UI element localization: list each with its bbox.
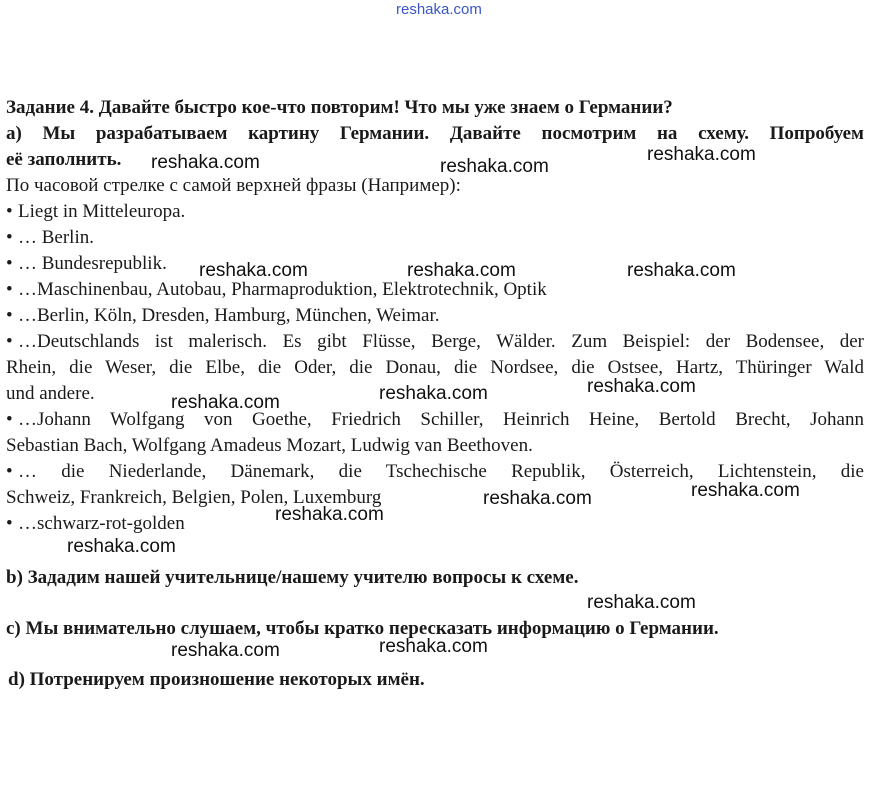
list-item: • …Berlin, Köln, Dresden, Hamburg, München, Weimar. [6,305,440,326]
watermark-text: reshaka.com [440,156,549,177]
list-item: • … die Niederlande, Dänemark, die Tschechische Republik, Österreich, Lichtenstein, die [6,461,864,482]
watermark-text: reshaka.com [199,260,308,281]
watermark-text: reshaka.com [379,636,488,657]
list-item: • …schwarz-rot-golden [6,513,185,534]
list-item: • …Johann Wolfgang von Goethe, Friedrich Schiller, Heinrich Heine, Bertold Brecht, Johann [6,409,864,430]
watermark-text: reshaka.com [587,592,696,613]
watermark-text: reshaka.com [67,536,176,557]
task-a-line-2: её заполнить. [6,149,122,170]
watermark-text: reshaka.com [483,488,592,509]
task-c: c) Мы внимательно слушаем, чтобы кратко пересказать информацию о Германии. [6,618,719,639]
watermark-text: reshaka.com [647,144,756,165]
list-item-continuation: Schweiz, Frankreich, Belgien, Polen, Luxemburg [6,487,382,508]
intro-text: По часовой стрелке с самой верхней фразы (Например): [6,175,461,196]
watermark-text: reshaka.com [171,392,280,413]
list-item: • …Deutschlands ist malerisch. Es gibt Flüsse, Berge, Wälder. Zum Beispiel: der Bodensee, der [6,331,864,352]
watermark-text: reshaka.com [407,260,516,281]
watermark-text: reshaka.com [691,480,800,501]
watermark-text: reshaka.com [275,504,384,525]
watermark-text: reshaka.com [587,376,696,397]
list-item-continuation: Rhein, die Weser, die Elbe, die Oder, die Donau, die Nordsee, die Ostsee, Hartz, Thüringer Wald [6,357,864,378]
task-a-line-1: a) Мы разрабатываем картину Германии. Давайте посмотрим на схему. Попробуем [6,123,864,144]
list-item: • … Bundesrepublik. [6,253,167,274]
list-item: • … Berlin. [6,227,94,248]
list-item-continuation: Sebastian Bach, Wolfgang Amadeus Mozart, Ludwig van Beethoven. [6,435,533,456]
list-item-continuation: und andere. [6,383,95,404]
watermark-text: reshaka.com [171,640,280,661]
list-item: • …Maschinenbau, Autobau, Pharmaproduktion, Elektrotechnik, Optik [6,279,547,300]
watermark-text: reshaka.com [379,383,488,404]
task-d: d) Потренируем произношение некоторых имён. [8,669,425,690]
site-link[interactable]: reshaka.com [396,1,482,18]
watermark-text: reshaka.com [151,152,260,173]
task-title: Задание 4. Давайте быстро кое-что повторим! Что мы уже знаем о Германии? [6,97,673,118]
watermark-text: reshaka.com [627,260,736,281]
task-b: b) Зададим нашей учительнице/нашему учителю вопросы к схеме. [6,567,579,588]
list-item: • Liegt in Mitteleuropa. [6,201,186,222]
